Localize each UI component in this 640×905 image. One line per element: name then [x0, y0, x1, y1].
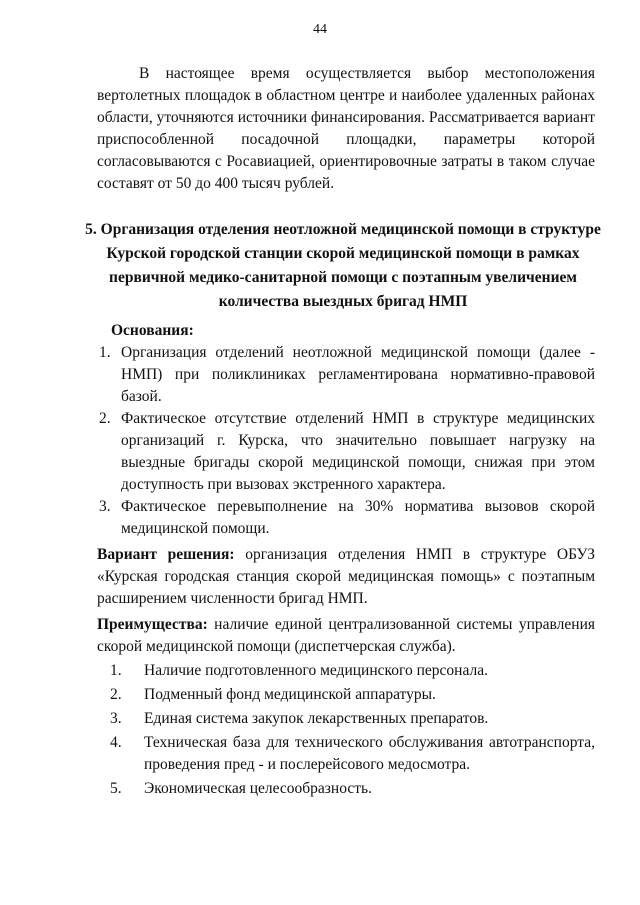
basis-item-number: 2.	[99, 410, 111, 427]
basis-item-number: 3.	[99, 498, 111, 515]
basis-item	[99, 408, 595, 496]
advantage-item-text: Экономическая целесообразность.	[144, 780, 372, 797]
section-heading-line: 5. Организация отделения неотложной медицинской помощи в структуре	[85, 221, 601, 238]
advantage-item-text: Единая система закупок лекарственных препаратов.	[144, 710, 489, 727]
advantage-item-text: Техническая база для технического обслуживания автотранспорта, проведения пред - и послерейсового медосмотра.	[144, 734, 595, 773]
section-heading	[85, 218, 601, 314]
section-heading-line: количества выездных бригад НМП	[218, 293, 468, 310]
advantage-item-text: Подменный фонд медицинской аппаратуры.	[144, 686, 436, 703]
section-heading-line: Курской городской станции скорой медицинской помощи в рамках	[106, 245, 580, 262]
page-number: 44	[313, 22, 327, 37]
page-content	[85, 63, 601, 802]
advantage-item	[110, 660, 595, 682]
advantage-item	[110, 708, 595, 730]
advantage-item	[110, 732, 595, 776]
advantages-list	[97, 660, 595, 800]
advantages-paragraph	[97, 614, 595, 658]
advantage-item-number: 1.	[110, 662, 122, 679]
intro-paragraph: В настоящее время осуществляется выбор местоположения вертолетных площадок в областном центре и наиболее удаленных районах области, уточняются источники финансирования. Рассматривается вариант приспособленной посадочной площадки, параметры которой согласовываются с Росавиацией, ориентировочные затраты в таком случае составят от 50 до 400 тысяч рублей.	[97, 65, 595, 192]
solution-label: Вариант решения:	[97, 546, 235, 563]
basis-item-text: Фактическое отсутствие отделений НМП в структуре медицинских организаций г. Курска, что значительно повышает нагрузку на выездные бригады скорой медицинской помощи, снижая при этом доступность при вызовах экстренного характера.	[121, 410, 595, 493]
advantages-text: наличие единой централизованной системы управления скорой медицинской помощи (диспетчерская служба).	[97, 616, 596, 655]
advantage-item-text: Наличие подготовленного медицинского персонала.	[144, 662, 488, 679]
basis-item	[99, 342, 595, 408]
section-heading-line: первичной медико-санитарной помощи с поэтапным увеличением	[109, 269, 577, 286]
advantage-item-number: 4.	[110, 734, 122, 751]
basis-item-text: Фактическое перевыполнение на 30% норматива вызовов скорой медицинской помощи.	[121, 498, 595, 537]
advantages-label: Преимущества:	[97, 616, 208, 633]
solution-text: организация отделения НМП в структуре ОБУЗ «Курская городская станция скорой медицинская помощь» с поэтапным расширением численности бригад НМП.	[97, 546, 596, 607]
advantage-item	[110, 684, 595, 706]
basis-item-number: 1.	[99, 344, 111, 361]
advantage-item-number: 5.	[110, 780, 122, 797]
basis-list	[97, 342, 595, 540]
basis-item	[99, 496, 595, 540]
advantage-item-number: 3.	[110, 710, 122, 727]
advantage-item-number: 2.	[110, 686, 122, 703]
basis-title: Основания:	[111, 322, 194, 339]
solution-paragraph	[97, 544, 595, 610]
basis-item-text: Организация отделений неотложной медицинской помощи (далее - НМП) при поликлиниках регламентирована нормативно-правовой базой.	[121, 344, 595, 405]
advantage-item	[110, 778, 595, 800]
